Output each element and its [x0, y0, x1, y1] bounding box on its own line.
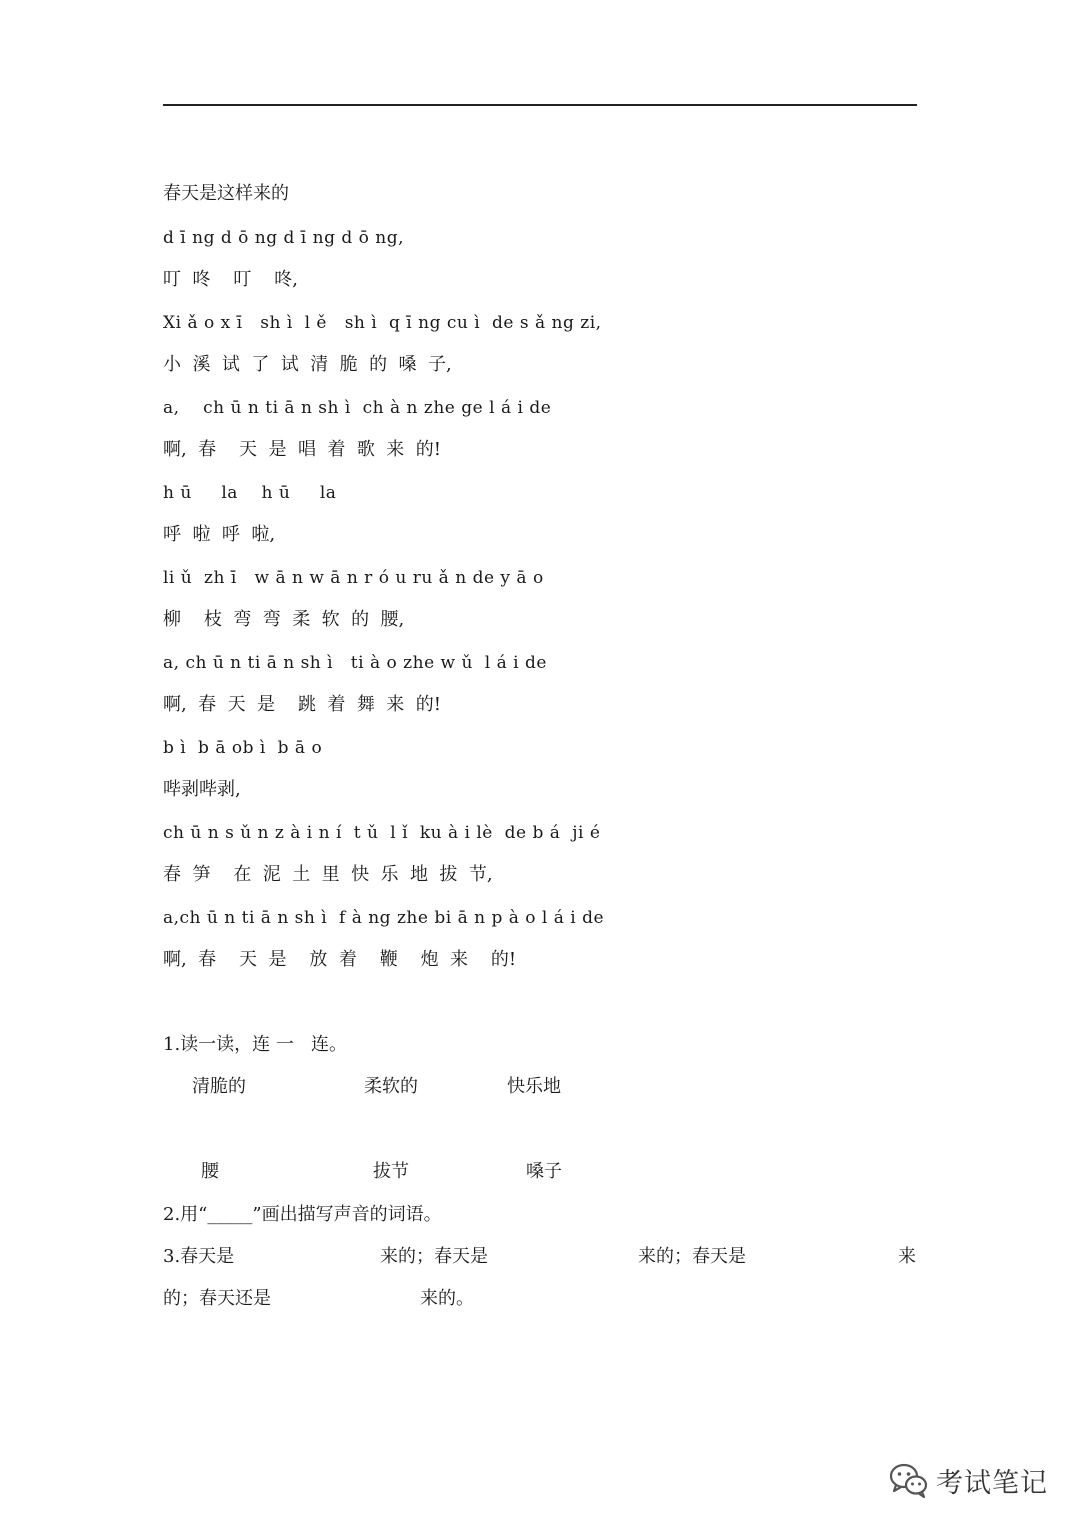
match-word-top-2: 柔软的 [364, 1076, 418, 1097]
pinyin-line-6: a, ch ū n ti ā n sh ì ti à o zhe w ǔ l á i de [163, 653, 547, 673]
wechat-icon [888, 1460, 930, 1500]
match-word-bottom-2: 拔节 [373, 1161, 409, 1182]
poem-line-9: 啊, 春 天 是 放 着 鞭 炮 来 的! [163, 949, 517, 970]
poem-line-8: 春 笋 在 泥 土 里 快 乐 地 拔 节, [163, 864, 493, 885]
match-word-bottom-3: 嗓子 [526, 1161, 562, 1182]
poem-line-5: 柳 枝 弯 弯 柔 软 的 腰, [163, 609, 405, 630]
pinyin-line-7: b ì b ā ob ì b ā o [163, 738, 323, 758]
match-word-bottom-1: 腰 [201, 1161, 219, 1182]
poem-line-7: 哔剥哔剥, [163, 779, 241, 800]
watermark [888, 1458, 1048, 1502]
poem-line-6: 啊, 春 天 是 跳 着 舞 来 的! [163, 694, 441, 715]
pinyin-line-3: a, ch ū n ti ā n sh ì ch à n zhe ge l á i de [163, 398, 552, 418]
exercise-3-part-6: 来的。 [420, 1288, 474, 1309]
pinyin-line-2: Xi ǎ o x ī sh ì l ě sh ì q ī ng cu ì de s ǎ ng zi, [163, 313, 602, 333]
poem-title: 春天是这样来的 [163, 183, 289, 204]
pinyin-line-1: d ī ng d ō ng d ī ng d ō ng, [163, 228, 405, 248]
pinyin-line-8: ch ū n s ǔ n z à i n í t ǔ l ǐ ku à i lè de b á ji é [163, 823, 601, 843]
pinyin-line-9: a,ch ū n ti ā n sh ì f à ng zhe bi ā n p à o l á i de [163, 908, 605, 928]
pinyin-line-4: h ū la h ū la [163, 483, 337, 503]
header-rule [163, 104, 917, 106]
exercise-1-prompt: 1.读一读，连 一 连。 [163, 1034, 348, 1055]
pinyin-line-5: li ǔ zh ī w ā n w ā n r ó u ru ǎ n de y ā o [163, 568, 544, 588]
poem-line-3: 啊, 春 天 是 唱 着 歌 来 的! [163, 439, 441, 460]
poem-line-1: 叮 咚 叮 咚, [163, 269, 298, 290]
exercise-3-part-3: 来的；春天是 [638, 1246, 746, 1267]
watermark-text: 考试笔记 [936, 1467, 1048, 1499]
poem-line-4: 呼 啦 呼 啦, [163, 524, 276, 545]
exercise-2-prompt: 2.用“_____”画出描写声音的词语。 [163, 1204, 442, 1225]
exercise-3-part-2: 来的；春天是 [380, 1246, 488, 1267]
match-word-top-3: 快乐地 [507, 1076, 561, 1097]
exercise-3-part-4: 来 [898, 1246, 916, 1267]
match-word-top-1: 清脆的 [192, 1076, 246, 1097]
exercise-3-part-1: 3.春天是 [163, 1246, 235, 1267]
poem-line-2: 小 溪 试 了 试 清 脆 的 嗓 子, [163, 354, 452, 375]
exercise-3-part-5: 的；春天还是 [163, 1288, 271, 1309]
